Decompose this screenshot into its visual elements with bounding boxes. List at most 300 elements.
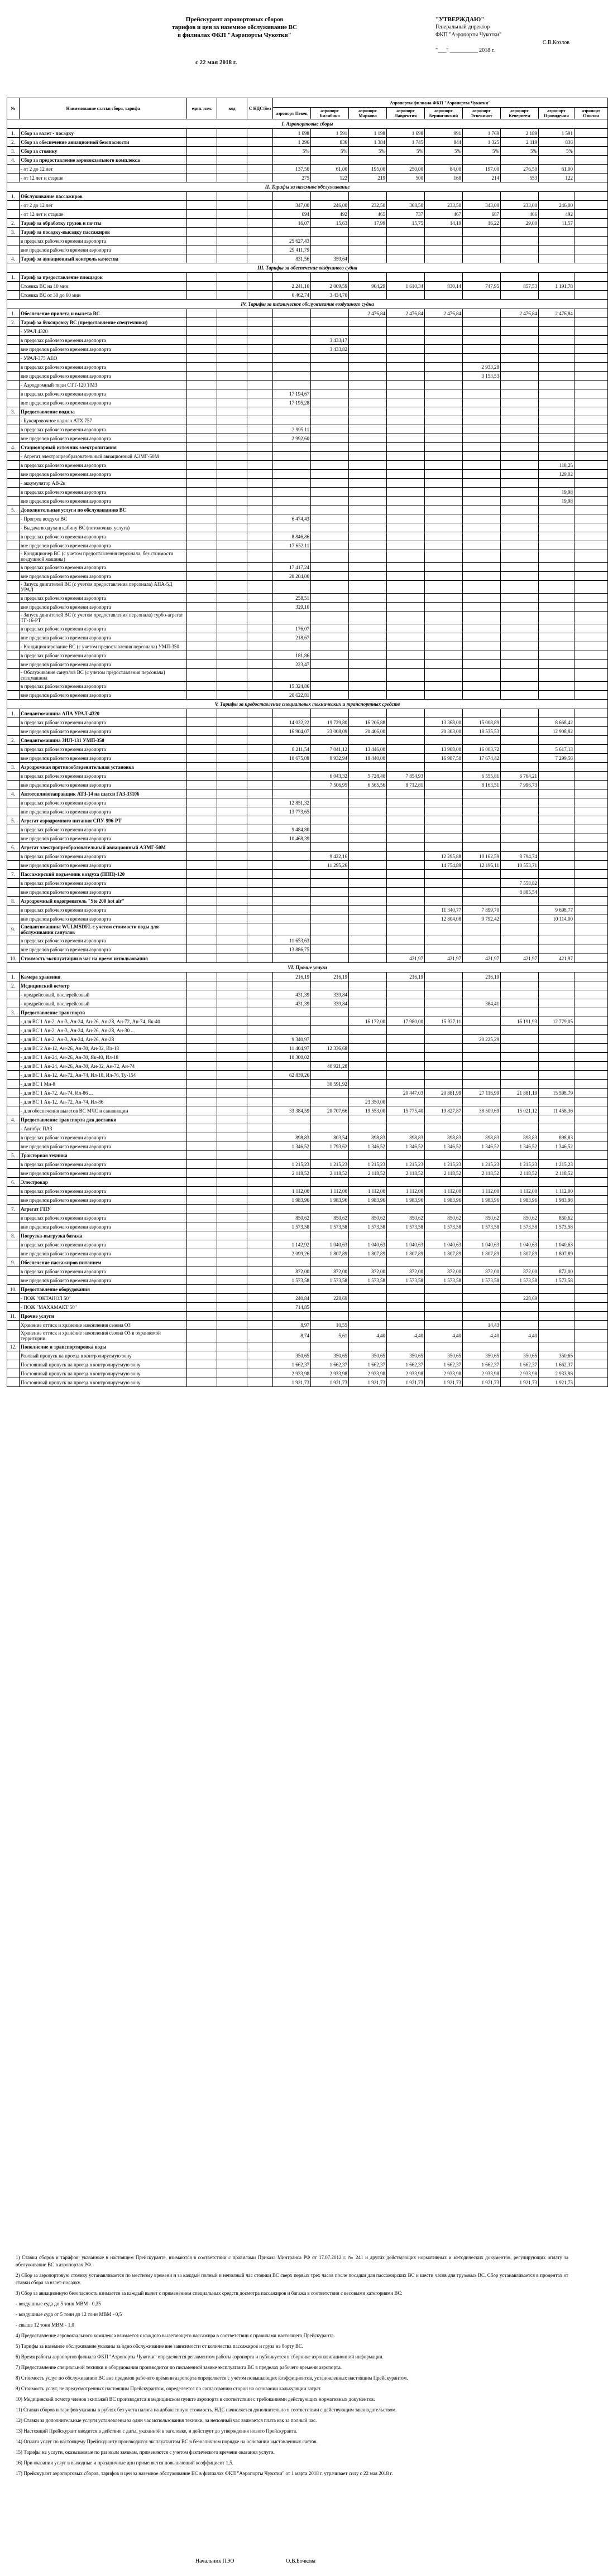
value-cell [575, 1178, 608, 1187]
value-cell [539, 572, 575, 581]
value-cell: 1 573,58 [387, 1276, 425, 1285]
row-meta-cell [217, 1303, 247, 1312]
value-cell [501, 505, 539, 514]
value-cell: 15 598,79 [539, 1089, 575, 1097]
row-meta-cell [247, 381, 273, 389]
value-cell: 1 807,89 [539, 1249, 575, 1258]
value-cell: 219 [349, 174, 387, 182]
value-cell [539, 870, 575, 879]
value-cell: 8,74 [273, 1330, 311, 1342]
value-cell [349, 843, 387, 852]
value-cell [501, 425, 539, 434]
table-row [7, 514, 608, 523]
row-meta-cell [247, 798, 273, 807]
value-cell [463, 1097, 501, 1106]
row-number [7, 1089, 20, 1097]
value-cell [575, 825, 608, 834]
table-row [7, 945, 608, 954]
row-meta-cell [247, 327, 273, 336]
row-meta-cell [247, 354, 273, 363]
row-number [7, 1196, 20, 1205]
value-cell [387, 532, 425, 541]
value-cell [425, 789, 463, 798]
row-meta-cell [247, 736, 273, 745]
footnote: 6) Время работы аэропортов филиала ФКП "Аэропорты Чукотки" определяется регламентом работы аэропорта и публикуется в сборнике аэронавигационной информации. [16, 2354, 384, 2360]
value-cell [575, 861, 608, 870]
row-meta-cell [247, 1026, 273, 1035]
value-cell: 350,65 [273, 1351, 311, 1360]
value-cell [539, 1294, 575, 1303]
row-meta-cell [247, 497, 273, 505]
value-cell [349, 563, 387, 572]
value-cell: 12 804,08 [425, 914, 463, 923]
row-meta-cell [247, 523, 273, 532]
value-cell: 850,62 [311, 1214, 349, 1222]
row-number [7, 425, 20, 434]
value-cell [501, 550, 539, 563]
value-cell [575, 541, 608, 550]
value-cell [387, 1205, 425, 1214]
row-number [7, 1240, 20, 1249]
value-cell [311, 834, 349, 843]
section-title: VI. Прочие услуги [7, 963, 608, 972]
value-cell [501, 336, 539, 345]
value-cell [501, 816, 539, 825]
row-meta-cell [217, 174, 247, 182]
table-row [7, 309, 608, 318]
footnote: 5) Тарифы за наземное обслуживание указаны за одно обслуживание вне зависимости от количества пассажиров и груза на борту ВС. [16, 2343, 304, 2349]
value-cell [273, 1285, 311, 1294]
value-cell: 12 908,82 [539, 727, 575, 736]
row-meta-cell [187, 945, 217, 954]
value-cell [387, 816, 425, 825]
value-cell [349, 425, 387, 434]
value-cell [311, 563, 349, 572]
value-cell [273, 505, 311, 514]
value-cell: 20 447,03 [387, 1089, 425, 1097]
row-number [7, 852, 20, 861]
value-cell [387, 745, 425, 754]
value-cell [273, 372, 311, 381]
table-row [7, 354, 608, 363]
table-row [7, 219, 608, 228]
row-number: 2. [7, 219, 20, 228]
row-meta-cell [247, 1231, 273, 1240]
row-name: - для ВС 1 Ан-12, Ан-72, Ан-74, Ил-18, Ил-76, Ту-154 [20, 1071, 187, 1080]
value-cell [425, 488, 463, 497]
row-meta-cell [217, 1106, 247, 1115]
row-name: - от 2 до 12 лет [20, 165, 187, 174]
value-cell: 6 462,74 [273, 291, 311, 300]
row-name: Сбор за взлет - посадку [20, 129, 187, 138]
value-cell [463, 897, 501, 906]
table-row [7, 1258, 608, 1267]
value-cell [425, 1062, 463, 1071]
value-cell: 30 591,92 [311, 1080, 349, 1089]
value-cell [387, 452, 425, 461]
table-row [7, 228, 608, 237]
value-cell [273, 192, 311, 201]
row-meta-cell [187, 165, 217, 174]
value-cell [425, 999, 463, 1008]
row-meta-cell [247, 914, 273, 923]
value-cell [425, 532, 463, 541]
table-row [7, 245, 608, 254]
value-cell: 1 662,37 [501, 1360, 539, 1369]
row-meta-cell [247, 514, 273, 523]
value-cell [575, 291, 608, 300]
row-name: Камера хранения [20, 972, 187, 981]
row-meta-cell [217, 129, 247, 138]
value-cell [575, 1240, 608, 1249]
value-cell: 1 662,37 [349, 1360, 387, 1369]
value-cell [575, 745, 608, 754]
value-cell [349, 914, 387, 923]
value-cell: 2 241,10 [273, 282, 311, 291]
value-cell [539, 888, 575, 897]
value-cell [539, 327, 575, 336]
row-number [7, 594, 20, 603]
table-row [7, 906, 608, 914]
value-cell [463, 514, 501, 523]
row-meta-cell [247, 1205, 273, 1214]
table-row [7, 581, 608, 594]
value-cell [463, 1115, 501, 1124]
value-cell [501, 372, 539, 381]
value-cell [387, 669, 425, 682]
row-number [7, 1321, 20, 1330]
value-cell: 20 707,66 [311, 1106, 349, 1115]
value-cell [425, 923, 463, 936]
row-name: в пределах рабочего времени аэропорта [20, 825, 187, 834]
row-name: - от 12 лет и старше [20, 174, 187, 182]
table-row [7, 914, 608, 923]
row-meta-cell [247, 254, 273, 263]
row-number [7, 651, 20, 660]
row-meta-cell [217, 1008, 247, 1017]
value-cell [501, 633, 539, 642]
row-meta-cell [217, 381, 247, 389]
value-cell [575, 514, 608, 523]
row-meta-cell [217, 990, 247, 999]
value-cell: 8 885,54 [501, 888, 539, 897]
value-cell [387, 488, 425, 497]
value-cell [575, 479, 608, 488]
row-meta-cell [187, 682, 217, 691]
value-cell [425, 1285, 463, 1294]
row-meta-cell [217, 736, 247, 745]
value-cell: 850,62 [425, 1214, 463, 1222]
row-meta-cell [247, 870, 273, 879]
value-cell: 10 114,00 [539, 914, 575, 923]
value-cell [273, 954, 311, 963]
value-cell [273, 273, 311, 282]
row-meta-cell [247, 1097, 273, 1106]
row-meta-cell [187, 381, 217, 389]
row-meta-cell [247, 550, 273, 563]
value-cell [425, 470, 463, 479]
value-cell [387, 923, 425, 936]
value-cell [539, 1258, 575, 1267]
value-cell [501, 1342, 539, 1351]
table-row [7, 1330, 608, 1342]
value-cell [539, 861, 575, 870]
row-meta-cell [187, 1267, 217, 1276]
value-cell: 898,83 [425, 1133, 463, 1142]
value-cell: 2 933,98 [387, 1369, 425, 1378]
row-name: Сбор за предоставление аэровокзального комплекса [20, 156, 187, 165]
value-cell [501, 945, 539, 954]
value-cell [311, 514, 349, 523]
value-cell [463, 470, 501, 479]
row-number: 1. [7, 273, 20, 282]
value-cell [575, 174, 608, 182]
row-meta-cell [217, 1124, 247, 1133]
row-meta-cell [217, 1071, 247, 1080]
value-cell [387, 1062, 425, 1071]
value-cell [311, 914, 349, 923]
row-number [7, 642, 20, 651]
row-name: вне пределов рабочего времени аэропорта [20, 1196, 187, 1205]
value-cell [575, 228, 608, 237]
row-number: 2. [7, 736, 20, 745]
value-cell [425, 1035, 463, 1044]
value-cell [539, 505, 575, 514]
value-cell [575, 594, 608, 603]
row-number: 1. [7, 972, 20, 981]
table-row [7, 1089, 608, 1097]
value-cell [425, 612, 463, 624]
row-meta-cell [247, 1124, 273, 1133]
row-number [7, 1097, 20, 1106]
row-meta-cell [217, 273, 247, 282]
row-number [7, 1044, 20, 1053]
value-cell [387, 541, 425, 550]
value-cell [387, 897, 425, 906]
row-meta-cell [217, 727, 247, 736]
document-date: с 22 мая 2018 г. [195, 59, 237, 66]
value-cell [349, 452, 387, 461]
value-cell [425, 781, 463, 789]
col-vat: С НДС/Без [247, 98, 273, 119]
value-cell [425, 798, 463, 807]
value-cell [425, 1342, 463, 1351]
col-airport-markovo: аэропорт Марково [349, 108, 387, 119]
row-number [7, 470, 20, 479]
value-cell: 218,67 [273, 633, 311, 642]
row-meta-cell [247, 1214, 273, 1222]
value-cell [575, 461, 608, 470]
row-name: вне пределов рабочего времени аэропорта [20, 834, 187, 843]
value-cell: 347,00 [273, 201, 311, 210]
signature-block [195, 2558, 366, 2564]
value-cell [349, 1062, 387, 1071]
value-cell [575, 1205, 608, 1214]
row-name: Агрегат ГПУ [20, 1205, 187, 1214]
value-cell: 1 215,23 [387, 1160, 425, 1169]
value-cell [501, 1258, 539, 1267]
row-name: - УРАЛ 4320 [20, 327, 187, 336]
row-name: в пределах рабочего времени аэропорта [20, 488, 187, 497]
value-cell: 15 324,86 [273, 682, 311, 691]
value-cell: 2 933,98 [349, 1369, 387, 1378]
row-meta-cell [217, 816, 247, 825]
value-cell [349, 816, 387, 825]
value-cell [539, 1342, 575, 1351]
value-cell [425, 1053, 463, 1062]
row-meta-cell [217, 282, 247, 291]
row-number: 2. [7, 318, 20, 327]
value-cell [311, 816, 349, 825]
value-cell: 467 [425, 210, 463, 219]
value-cell [463, 381, 501, 389]
value-cell [311, 789, 349, 798]
row-number [7, 372, 20, 381]
value-cell [539, 807, 575, 816]
row-meta-cell [187, 389, 217, 398]
row-meta-cell [187, 834, 217, 843]
row-meta-cell [217, 981, 247, 990]
value-cell [349, 1205, 387, 1214]
row-meta-cell [247, 138, 273, 147]
row-meta-cell [187, 936, 217, 945]
value-cell: 195,00 [349, 165, 387, 174]
row-number [7, 237, 20, 245]
row-meta-cell [187, 754, 217, 763]
value-cell [387, 407, 425, 416]
value-cell [273, 923, 311, 936]
value-cell [425, 603, 463, 612]
value-cell [463, 416, 501, 425]
value-cell [463, 660, 501, 669]
value-cell [575, 165, 608, 174]
row-meta-cell [217, 1360, 247, 1369]
value-cell: 872,00 [273, 1267, 311, 1276]
value-cell [463, 736, 501, 745]
row-name: - для ВС 2 Ан-12, Ан-26, Ан-30, Ан-32, Ил-18 [20, 1044, 187, 1053]
value-cell [575, 914, 608, 923]
value-cell [387, 642, 425, 651]
filial-header: Аэропорты филиала ФКП "Аэропорты Чукотки" [273, 98, 608, 108]
value-cell: 240,84 [273, 1294, 311, 1303]
value-cell [425, 1071, 463, 1080]
value-cell: 1 662,37 [311, 1360, 349, 1369]
value-cell [501, 497, 539, 505]
row-meta-cell [187, 523, 217, 532]
col-airport-bilibino: аэропорт Билибино [311, 108, 349, 119]
row-name: Стоянка ВС от 30 до 60 мин [20, 291, 187, 300]
row-meta-cell [217, 219, 247, 228]
value-cell [539, 1053, 575, 1062]
value-cell [539, 603, 575, 612]
value-cell [501, 581, 539, 594]
section-title: IV. Тарифы за техническое обслуживание воздушного судна [7, 300, 608, 309]
row-meta-cell [247, 1089, 273, 1097]
row-meta-cell [187, 1321, 217, 1330]
row-meta-cell [187, 1187, 217, 1196]
value-cell [463, 541, 501, 550]
value-cell [349, 1285, 387, 1294]
value-cell [387, 479, 425, 488]
row-meta-cell [247, 1062, 273, 1071]
value-cell [349, 345, 387, 354]
document-title [117, 16, 352, 39]
value-cell [539, 1026, 575, 1035]
value-cell: 14,19 [425, 219, 463, 228]
value-cell: 6 764,21 [501, 772, 539, 781]
row-name: - УРАЛ-375 АЕО [20, 354, 187, 363]
value-cell [539, 972, 575, 981]
value-cell [349, 505, 387, 514]
table-row [7, 1205, 608, 1214]
table-row [7, 345, 608, 354]
table-row [7, 237, 608, 245]
row-meta-cell [187, 1214, 217, 1222]
value-cell [387, 1071, 425, 1080]
value-cell [425, 709, 463, 718]
row-number: 9. [7, 923, 20, 936]
row-number: 1. [7, 309, 20, 318]
value-cell [575, 129, 608, 138]
value-cell [575, 1044, 608, 1053]
row-meta-cell [217, 461, 247, 470]
value-cell: 830,14 [425, 282, 463, 291]
row-name: - Аэродромный тягач СТТ-120 ТМЗ [20, 381, 187, 389]
row-name: вне пределов рабочего времени аэропорта [20, 470, 187, 479]
value-cell [539, 945, 575, 954]
value-cell [575, 834, 608, 843]
value-cell [349, 682, 387, 691]
table-row [7, 389, 608, 398]
row-name: вне пределов рабочего времени аэропорта [20, 727, 187, 736]
value-cell [575, 572, 608, 581]
row-meta-cell [217, 834, 247, 843]
row-meta-cell [187, 624, 217, 633]
table-row [7, 651, 608, 660]
value-cell [387, 389, 425, 398]
value-cell [575, 523, 608, 532]
value-cell [387, 1342, 425, 1351]
value-cell [349, 237, 387, 245]
row-meta-cell [187, 763, 217, 772]
value-cell: 1 325 [463, 138, 501, 147]
row-name: Агрегат аэродромного питания СПУ-996-РТ [20, 816, 187, 825]
table-row [7, 147, 608, 156]
row-meta-cell [217, 514, 247, 523]
row-name: - Запуск двигателей ВС (с учетом предоставления персонала) АПА-5Д УРАЛ [20, 581, 187, 594]
row-meta-cell [247, 1080, 273, 1089]
table-row [7, 1360, 608, 1369]
value-cell [463, 505, 501, 514]
value-cell: 17 195,28 [273, 398, 311, 407]
table-row [7, 210, 608, 219]
col-airport-provideniya: аэропорт Провидения [539, 108, 575, 119]
value-cell [425, 443, 463, 452]
signer-name: О.В.Бочкова [286, 2558, 315, 2564]
value-cell: 176,07 [273, 624, 311, 633]
value-cell: 872,00 [349, 1267, 387, 1276]
row-meta-cell [247, 1258, 273, 1267]
value-cell [463, 612, 501, 624]
value-cell [501, 318, 539, 327]
value-cell [501, 1026, 539, 1035]
value-cell [501, 709, 539, 718]
row-name: Предоставление водила [20, 407, 187, 416]
row-number [7, 514, 20, 523]
value-cell [575, 945, 608, 954]
value-cell [311, 434, 349, 443]
value-cell [575, 1303, 608, 1312]
